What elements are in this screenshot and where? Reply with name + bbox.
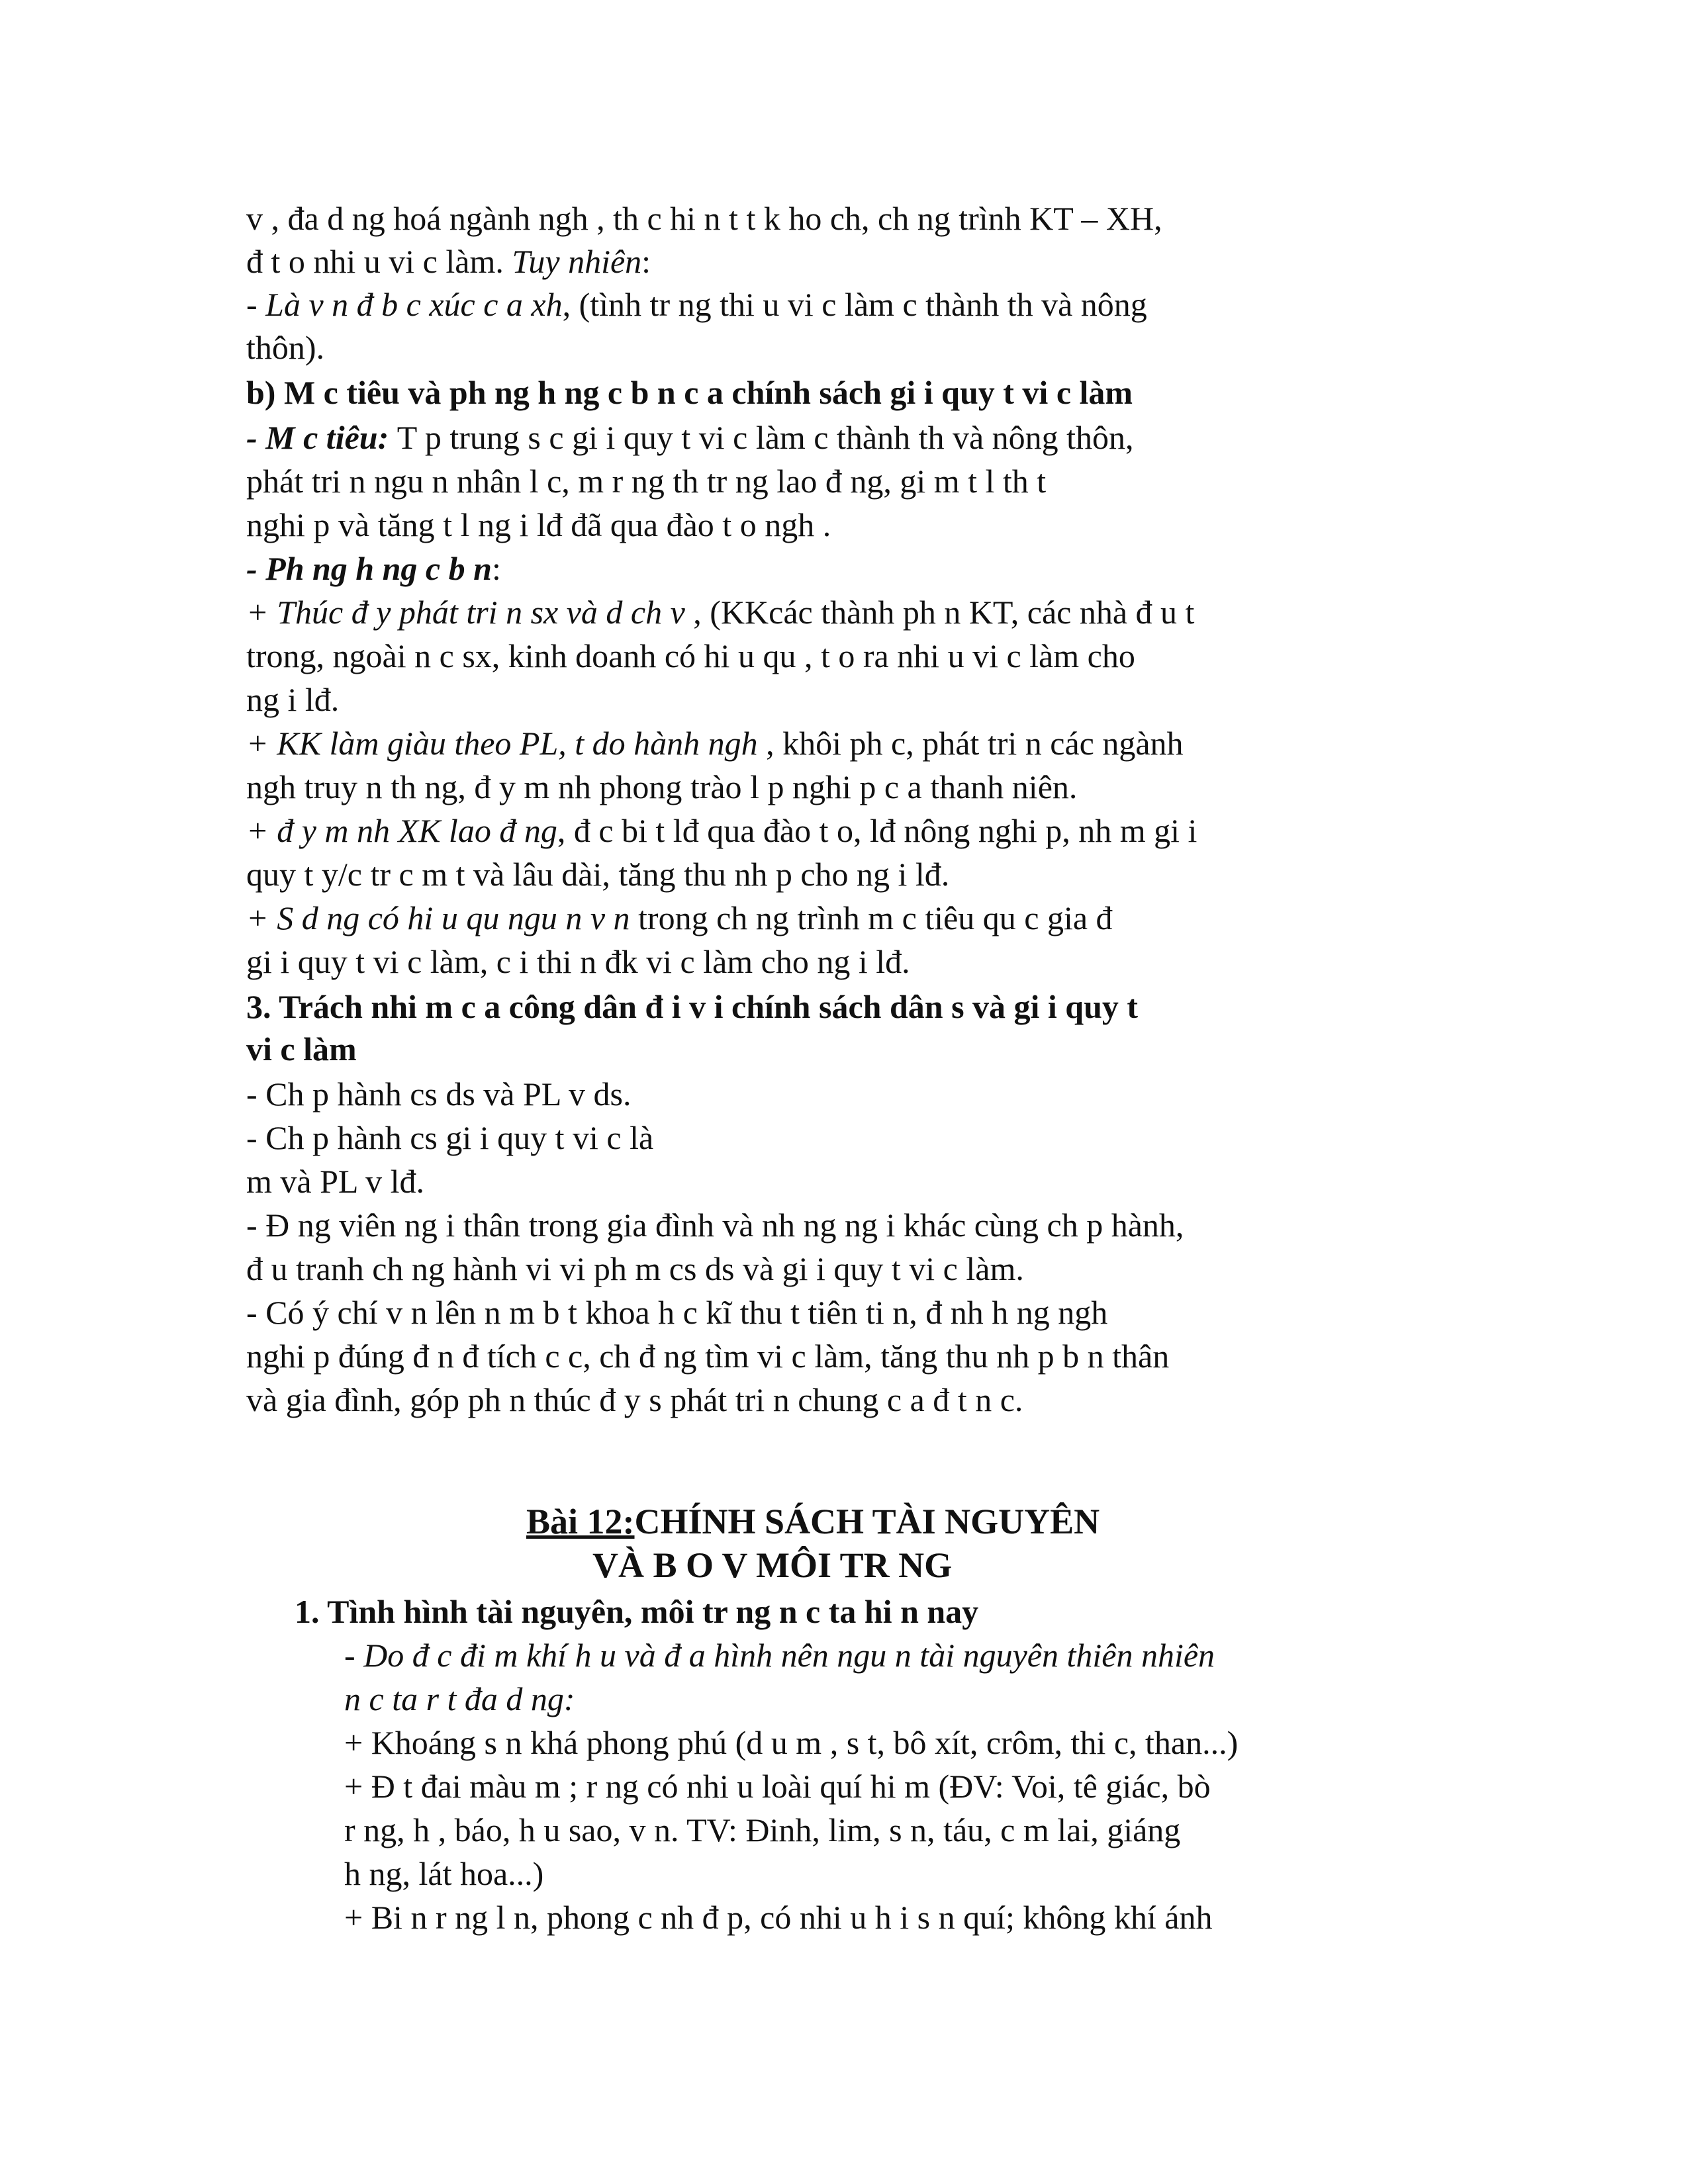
- section-heading: vi c làm: [246, 1030, 357, 1068]
- section-heading: 1. Tình hình tài nguyên, môi tr ng n c ta hi n nay: [295, 1593, 979, 1630]
- text-line: - Có ý chí v n lên n m b t khoa h c kĩ thu t tiên ti n, đ nh h ng ngh: [246, 1294, 1108, 1331]
- text-line: quy t y/c tr c m t và lâu dài, tăng thu nh p cho ng i lđ.: [246, 856, 950, 893]
- text-line: nghi p đúng đ n đ tích c c, ch đ ng tìm vi c làm, tăng thu nh p b n thân: [246, 1338, 1170, 1375]
- text-line: đ t o nhi u vi c làm. Tuy nhiên:: [246, 243, 651, 280]
- text-line: + Đ t đai màu m ; r ng có nhi u loài quí hi m (ĐV: Voi, tê giác, bò: [344, 1768, 1211, 1805]
- text-line: v , đa d ng hoá ngành ngh , th c hi n t t k ho ch, ch ng trình KT – XH,: [246, 200, 1162, 237]
- text-line: + KK làm giàu theo PL, t do hành ngh , khôi ph c, phát tri n các ngành: [246, 725, 1184, 762]
- section-heading: b) M c tiêu và ph ng h ng c b n c a chính sách gi i quy t vi c làm: [246, 374, 1133, 411]
- text-line: + Bi n r ng l n, phong c nh đ p, có nhi u h i s n quí; không khí ánh: [344, 1899, 1213, 1936]
- text-line: - M c tiêu: T p trung s c gi i quy t vi c làm c thành th và nông thôn,: [246, 419, 1134, 456]
- text-line: - Là v n đ b c xúc c a xh, (tình tr ng thi u vi c làm c thành th và nông: [246, 286, 1147, 323]
- lesson-title: VÀ B O V MÔI TR NG: [592, 1545, 953, 1585]
- text-line: và gia đình, góp ph n thúc đ y s phát tri n chung c a đ t n c.: [246, 1381, 1023, 1418]
- text-line: n c ta r t đa d ng:: [344, 1680, 575, 1717]
- text-line: phát tri n ngu n nhân l c, m r ng th tr ng lao đ ng, gi m t l th t: [246, 463, 1047, 500]
- text-line: gi i quy t vi c làm, c i thi n đk vi c làm cho ng i lđ.: [246, 943, 910, 980]
- text-line: + S d ng có hi u qu ngu n v n trong ch ng trình m c tiêu qu c gia đ: [246, 899, 1113, 936]
- text-line: m và PL v lđ.: [246, 1163, 424, 1200]
- text-line: đ u tranh ch ng hành vi vi ph m cs ds và gi i quy t vi c làm.: [246, 1250, 1024, 1287]
- text-line: + đ y m nh XK lao đ ng, đ c bi t lđ qua đào t o, lđ nông nghi p, nh m gi i: [246, 812, 1197, 849]
- text-line: nghi p và tăng t l ng i lđ đã qua đào t o ngh .: [246, 506, 831, 543]
- text-line: - Ph ng h ng c b n:: [246, 550, 501, 587]
- text-line: + Khoáng s n khá phong phú (d u m , s t, bô xít, crôm, thi c, than...): [344, 1724, 1239, 1761]
- lesson-title: Bài 12:CHÍNH SÁCH TÀI NGUYÊN: [526, 1502, 1100, 1541]
- text-line: ng i lđ.: [246, 681, 340, 718]
- text-line: - Do đ c đi m khí h u và đ a hình nên ngu n tài nguyên thiên nhiên: [344, 1637, 1215, 1674]
- text-line: - Ch p hành cs gi i quy t vi c là: [246, 1119, 654, 1156]
- text-line: - Ch p hành cs ds và PL v ds.: [246, 1075, 632, 1113]
- text-line: r ng, h , báo, h u sao, v n. TV: Đinh, lim, s n, táu, c m lai, giáng: [344, 1811, 1181, 1848]
- text-line: thôn).: [246, 329, 325, 366]
- text-line: trong, ngoài n c sx, kinh doanh có hi u qu , t o ra nhi u vi c làm cho: [246, 637, 1135, 674]
- text-line: + Thúc đ y phát tri n sx và d ch v , (KKcác thành ph n KT, các nhà đ u t: [246, 594, 1195, 631]
- text-line: h ng, lát hoa...): [344, 1855, 544, 1892]
- text-line: - Đ ng viên ng i thân trong gia đình và nh ng ng i khác cùng ch p hành,: [246, 1206, 1184, 1244]
- section-heading: 3. Trách nhi m c a công dân đ i v i chính sách dân s và gi i quy t: [246, 988, 1139, 1025]
- text-line: ngh truy n th ng, đ y m nh phong trào l p nghi p c a thanh niên.: [246, 768, 1078, 805]
